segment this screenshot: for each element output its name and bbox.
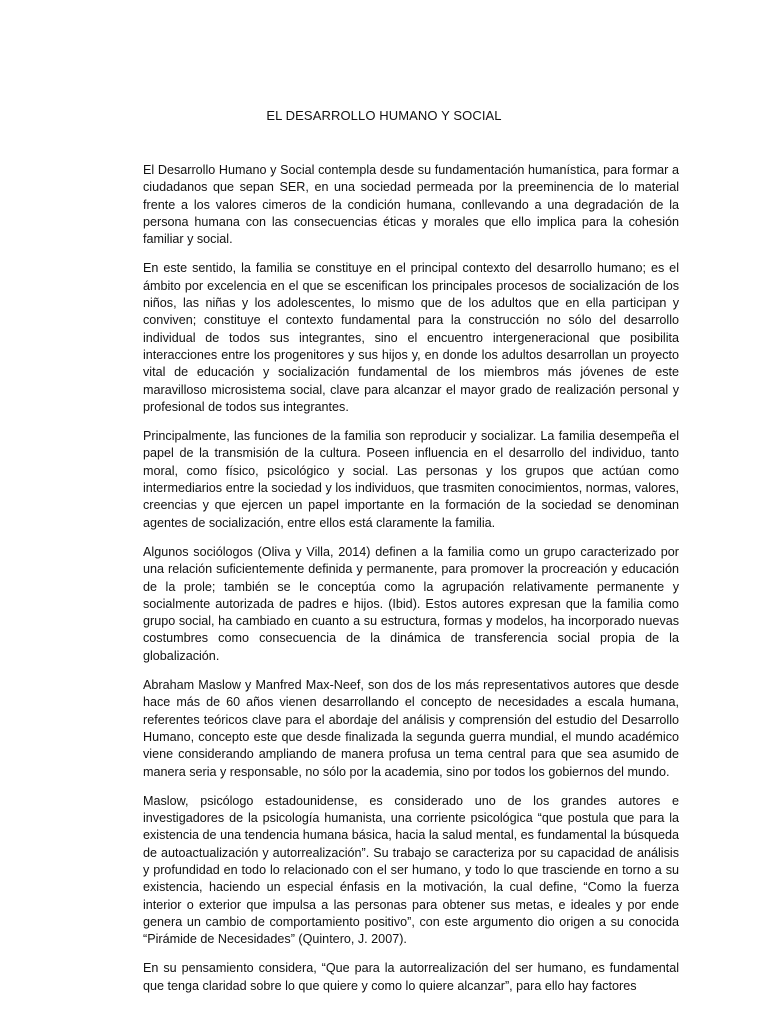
paragraph-3: Principalmente, las funciones de la familia son reproducir y socializar. La familia desempeña el papel de la transmisión de la cultura. Poseen influencia en el desarrollo del individuo, tanto moral, como físico, psicológico y social. Las personas y los grupos que actúan como intermediarios entre la sociedad y los individuos, que trasmiten conocimientos, normas, valores, creencias y que ejercen un papel importante en la formación de la sociedad se denominan agentes de socialización, entre ellos está claramente la familia.	[143, 429, 679, 530]
document-body	[143, 162, 679, 1007]
paragraph-6: Maslow, psicólogo estadounidense, es considerado uno de los grandes autores e investigadores de la psicología humanista, una corriente psicológica “que postula que para la existencia de una tendencia humana básica, hacia la salud mental, es fundamental la búsqueda de autoactualización y autorrealización”. Su trabajo se caracteriza por su capacidad de análisis y profundidad en todo lo relacionado con el ser humano, y todo lo que trasciende en torno a su existencia, haciendo un especial énfasis en la motivación, la cual define, “Como la fuerza interior o exterior que impulsa a las personas para obtener sus metas, e ideales y por ende genera un cambio de comportamiento positivo”, con este argumento dio origen a su conocida “Pirámide de Necesidades” (Quintero, J. 2007).	[143, 793, 679, 947]
paragraph-5: Abraham Maslow y Manfred Max-Neef, son dos de los más representativos autores que desde hace más de 60 años vienen desarrollando el concepto de necesidades a escala humana, referentes teóricos clave para el abordaje del análisis y comprensión del estudio del Desarrollo Humano, concepto este que desde finalizada la segunda guerra mundial, el mundo académico viene considerando ampliando de manera profusa un tema central para que sea asumido de manera seria y responsable, no sólo por la academia, sino por todos los gobiernos del mundo.	[143, 678, 679, 779]
paragraph-7: En su pensamiento considera, “Que para la autorrealización del ser humano, es fundamental que tenga claridad sobre lo que quiere y como lo quiere alcanzar”, para ello hay factores	[143, 961, 679, 993]
document-title: EL DESARROLLO HUMANO Y SOCIAL	[266, 108, 502, 123]
paragraph-2: En este sentido, la familia se constituye en el principal contexto del desarrollo humano; es el ámbito por excelencia en el que se escenifican los principales procesos de socialización de los niños, las niñas y los adolescentes, lo mismo que de los adultos que en ella participan y conviven; constituye el contexto fundamental para la construcción no sólo del desarrollo individual de todos sus integrantes, sino el encuentro intergeneracional que posibilita interacciones entre los progenitores y sus hijos y, en donde los adultos desarrollan un proyecto vital de educación y socialización fundamental de los miembros más jóvenes de este maravilloso microsistema social, clave para alcanzar el mayor grado de realización personal y profesional de todos sus integrantes.	[143, 261, 679, 414]
paragraph-1: El Desarrollo Humano y Social contempla desde su fundamentación humanística, para formar a ciudadanos que sepan SER, en una sociedad permeada por la preeminencia de lo material frente a los valores cimeros de la condición humana, conllevando a una degradación de la persona humana con las consecuencias éticas y morales que ello implica para la cohesión familiar y social.	[143, 163, 679, 247]
paragraph-4: Algunos sociólogos (Oliva y Villa, 2014) definen a la familia como un grupo caracterizado por una relación suficientemente definida y permanente, para promover la procreación y educación de la prole; también se le conceptúa como la agrupación relativamente permanente y socialmente autorizada de padres e hijos. (Ibid). Estos autores expresan que la familia como grupo social, ha cambiado en cuanto a su estructura, formas y modelos, ha incorporado nuevas costumbres como consecuencia de la dinámica de transferencia social propia de la globalización.	[143, 544, 679, 663]
